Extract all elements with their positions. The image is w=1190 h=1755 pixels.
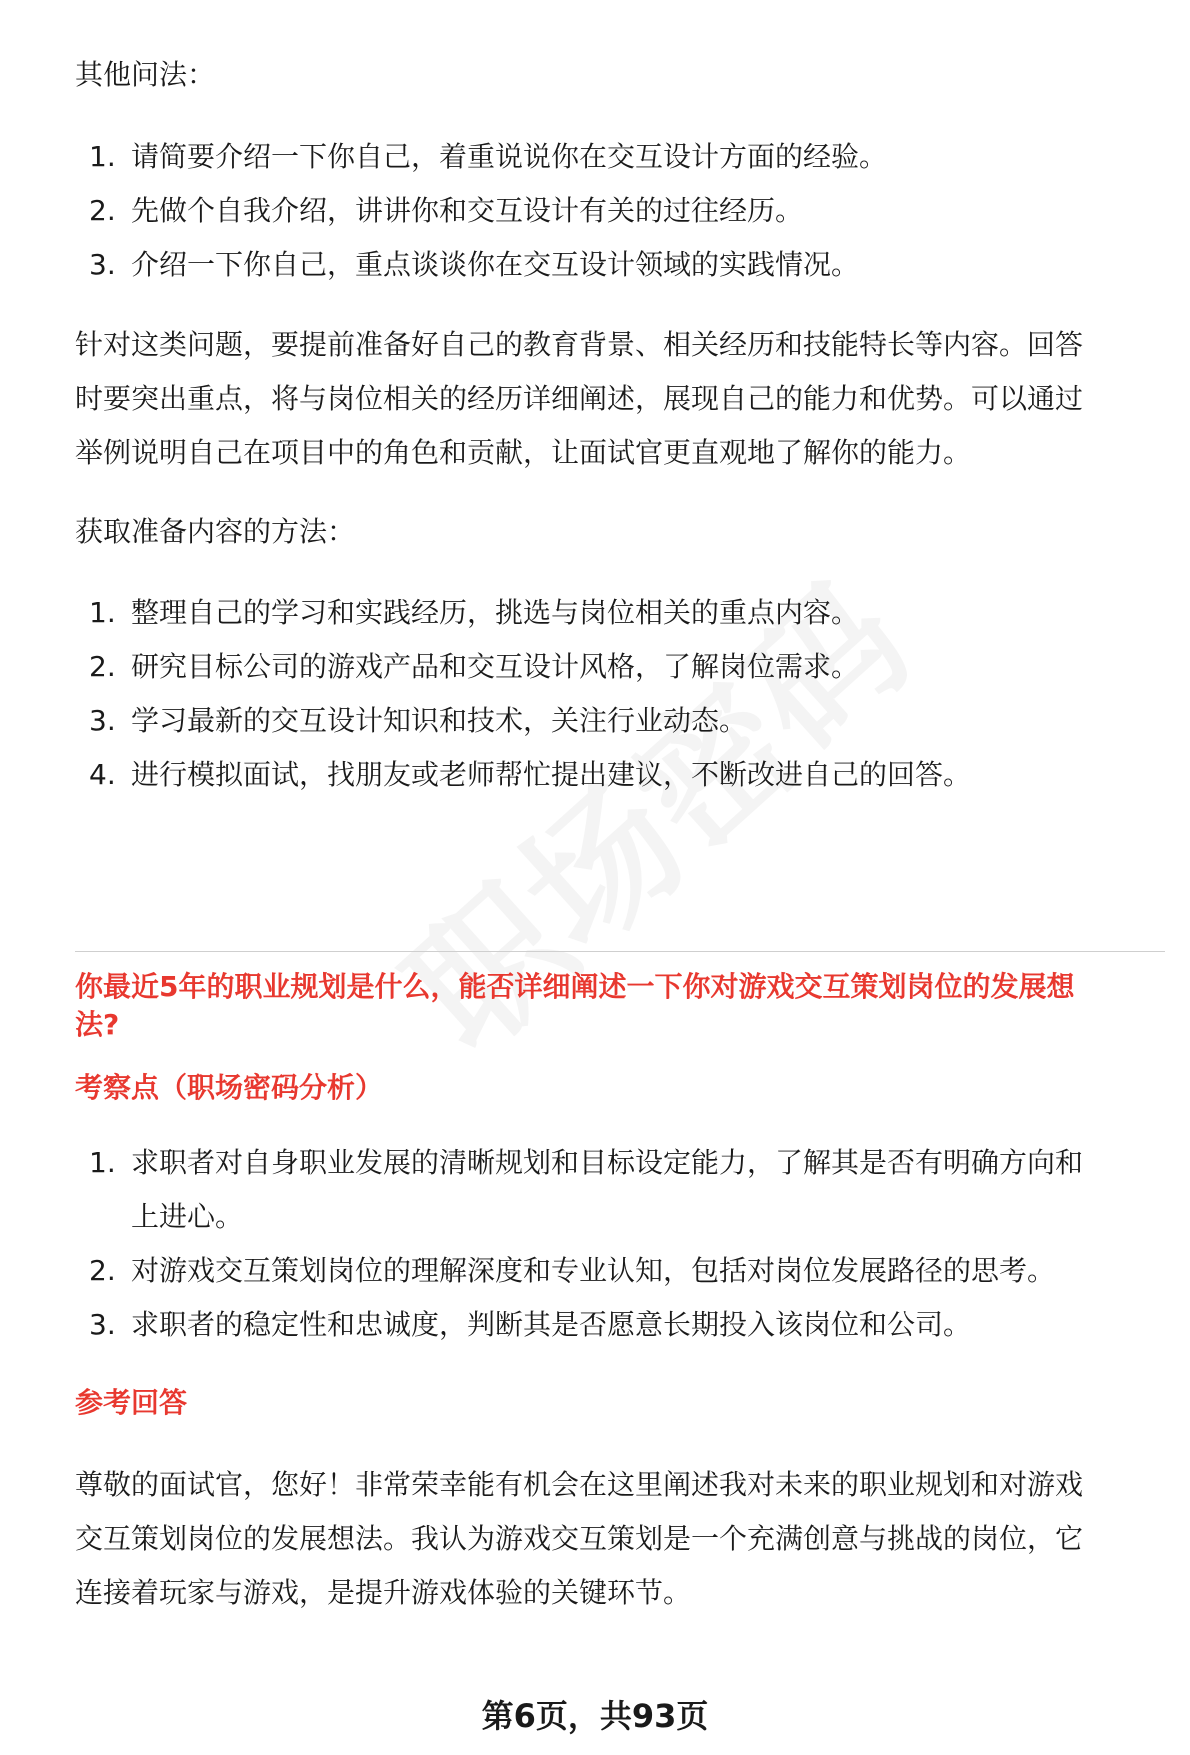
question-line: 法? <box>75 1008 120 1041</box>
list-number: 3. <box>89 1308 116 1341</box>
list-text: 介绍一下你自己，重点谈谈你在交互设计领域的实践情况。 <box>131 248 860 281</box>
prep-methods-label: 获取准备内容的方法： <box>75 515 356 548</box>
advice-line: 时要突出重点，将与岗位相关的经历详细阐述，展现自己的能力和优势。可以通过 <box>75 382 1084 415</box>
list-text: 先做个自我介绍，讲讲你和交互设计有关的过往经历。 <box>131 194 804 227</box>
list-number: 1. <box>89 1146 116 1179</box>
list-text: 上进心。 <box>131 1200 244 1233</box>
list-number: 2. <box>89 1254 116 1287</box>
list-number: 3. <box>89 704 116 737</box>
advice-line: 举例说明自己在项目中的角色和贡献，让面试官更直观地了解你的能力。 <box>75 436 972 469</box>
list-item <box>89 637 1165 697</box>
list-number: 2. <box>89 194 116 227</box>
list-text: 求职者对自身职业发展的清晰规划和目标设定能力，了解其是否有明确方向和 <box>131 1146 1084 1179</box>
list-number: 4. <box>89 758 116 791</box>
list-item <box>89 1295 1165 1355</box>
list-item <box>89 127 1165 187</box>
list-item <box>89 1241 1165 1301</box>
list-number: 1. <box>89 596 116 629</box>
section-divider <box>75 951 1165 952</box>
answer-line: 交互策划岗位的发展想法。我认为游戏交互策划是一个充满创意与挑战的岗位，它 <box>75 1522 1084 1555</box>
reference-answer-title: 参考回答 <box>75 1386 188 1419</box>
list-text: 研究目标公司的游戏产品和交互设计风格，了解岗位需求。 <box>131 650 860 683</box>
advice-line: 针对这类问题，要提前准备好自己的教育背景、相关经历和技能特长等内容。回答 <box>75 328 1084 361</box>
list-number: 3. <box>89 248 116 281</box>
question-line: 你最近5年的职业规划是什么，能否详细阐述一下你对游戏交互策划岗位的发展想 <box>75 970 1075 1003</box>
focus-title: 考察点（职场密码分析） <box>75 1071 384 1104</box>
list-item <box>89 181 1165 241</box>
list-text: 对游戏交互策划岗位的理解深度和专业认知，包括对岗位发展路径的思考。 <box>131 1254 1056 1287</box>
page-footer: 第6页，共93页 <box>481 1697 709 1735</box>
list-text: 进行模拟面试，找朋友或老师帮忙提出建议，不断改进自己的回答。 <box>131 758 972 791</box>
list-item <box>89 691 1165 751</box>
list-text: 请简要介绍一下你自己，着重说说你在交互设计方面的经验。 <box>131 140 888 173</box>
list-number: 1. <box>89 140 116 173</box>
answer-line: 连接着玩家与游戏，是提升游戏体验的关键环节。 <box>75 1576 692 1609</box>
list-text: 求职者的稳定性和忠诚度，判断其是否愿意长期投入该岗位和公司。 <box>131 1308 972 1341</box>
list-item <box>89 745 1165 805</box>
list-item <box>89 235 1165 295</box>
list-number: 2. <box>89 650 116 683</box>
answer-line: 尊敬的面试官，您好！非常荣幸能有机会在这里阐述我对未来的职业规划和对游戏 <box>75 1468 1084 1501</box>
list-text: 整理自己的学习和实践经历，挑选与岗位相关的重点内容。 <box>131 596 860 629</box>
list-item <box>89 1133 1165 1193</box>
other-questions-label: 其他问法： <box>75 58 216 91</box>
list-text: 学习最新的交互设计知识和技术，关注行业动态。 <box>131 704 748 737</box>
list-item <box>89 583 1165 643</box>
